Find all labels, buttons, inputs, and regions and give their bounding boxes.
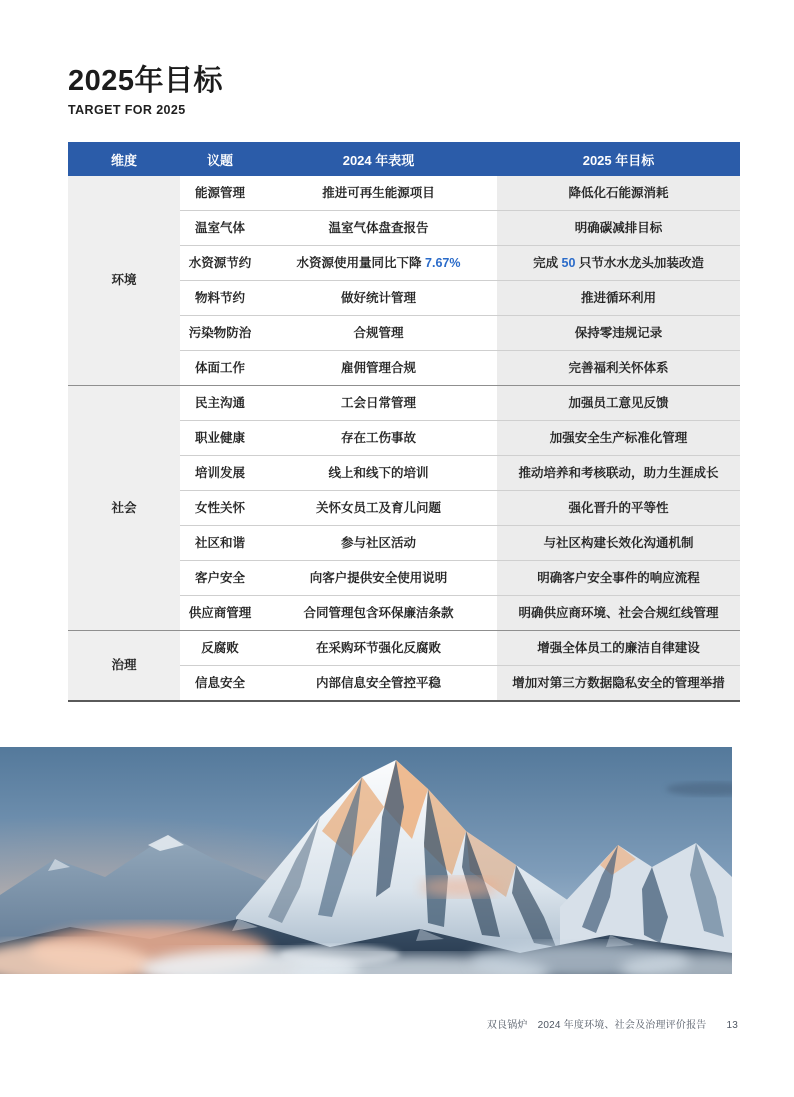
- performance-cell: 向客户提供安全使用说明: [260, 561, 497, 596]
- performance-cell: 存在工伤事故: [260, 421, 497, 456]
- target-cell: 强化晋升的平等性: [497, 491, 740, 526]
- page-subtitle: TARGET FOR 2025: [68, 103, 186, 117]
- page-title: 2025年目标: [68, 65, 224, 97]
- performance-cell: 内部信息安全管控平稳: [315, 675, 441, 690]
- page-footer: [487, 1016, 738, 1031]
- performance-cell: 关怀女员工及育儿问题: [260, 491, 497, 526]
- target-cell: 完善福利关怀体系: [497, 351, 740, 386]
- target-cell: 降低化石能源消耗: [497, 176, 740, 211]
- column-header: 维度: [68, 142, 180, 176]
- performance-cell: 温室气体盘查报告: [260, 211, 497, 246]
- target-cell: 增强全体员工的廉洁自律建设: [497, 631, 740, 666]
- topic-cell: 社区和谐: [180, 526, 260, 561]
- title-block: [68, 58, 223, 117]
- performance-cell: 在采购环节强化反腐败: [260, 631, 497, 666]
- target-cell: 保持零违规记录: [497, 316, 740, 351]
- footer-company: 双良锅炉: [486, 1020, 528, 1031]
- topic-cell: 污染物防治: [180, 316, 260, 351]
- performance-cell: 合规管理: [260, 316, 497, 351]
- topic-cell: 体面工作: [180, 351, 260, 386]
- target-cell: 推进循环利用: [497, 281, 740, 316]
- performance-cell: 线上和线下的培训: [260, 456, 497, 491]
- target-cell: 推动培养和考核联动，助力生涯成长: [497, 456, 740, 491]
- table-row: [68, 386, 740, 421]
- footer-report-title: 2024 年度环境、社会及治理评价报告: [537, 1020, 707, 1031]
- topic-cell: 民主沟通: [180, 386, 260, 421]
- target-cell: 明确客户安全事件的响应流程: [497, 561, 740, 596]
- target-cell: 加强员工意见反馈: [497, 386, 740, 421]
- topic-cell: 女性关怀: [180, 491, 260, 526]
- column-header: 议题: [180, 142, 260, 176]
- table-body: [68, 176, 740, 700]
- performance-cell: 工会日常管理: [260, 386, 497, 421]
- performance-cell: 雇佣管理合规: [260, 351, 497, 386]
- topic-cell: 客户安全: [180, 561, 260, 596]
- targets-table-wrap: [68, 142, 740, 702]
- column-header: 2025 年目标: [497, 142, 740, 176]
- highlight-value: 7.67%: [425, 255, 461, 270]
- performance-cell: 参与社区活动: [260, 526, 497, 561]
- target-cell: 与社区构建长效化沟通机制: [497, 526, 740, 561]
- dimension-cell: 治理: [68, 631, 180, 701]
- mountain-photo: [0, 747, 732, 974]
- target-cell: 明确碳减排目标: [497, 211, 740, 246]
- target-cell: 完成 50 只节水水龙头加装改造: [497, 246, 740, 281]
- topic-cell: 信息安全: [194, 675, 245, 690]
- footer-page-number: 13: [726, 1020, 738, 1031]
- targets-table: [68, 142, 740, 700]
- dimension-cell: 社会: [68, 386, 180, 631]
- performance-cell: 推进可再生能源项目: [260, 176, 497, 211]
- performance-cell: 水资源使用量同比下降 7.67%: [260, 246, 497, 281]
- topic-cell: 供应商管理: [180, 596, 260, 631]
- topic-cell: 温室气体: [180, 211, 260, 246]
- topic-cell: 水资源节约: [180, 246, 260, 281]
- topic-cell: 职业健康: [180, 421, 260, 456]
- target-cell: 明确供应商环境、社会合规红线管理: [497, 596, 740, 631]
- dimension-cell: 环境: [68, 176, 180, 386]
- highlight-value: 50: [561, 255, 576, 270]
- table-row: [68, 176, 740, 211]
- column-header: 2024 年表现: [260, 142, 497, 176]
- mountain-photo-art: [0, 747, 732, 974]
- performance-cell: 合同管理包含环保廉洁条款: [260, 596, 497, 631]
- target-cell: 增加对第三方数据隐私安全的管理举措: [497, 666, 740, 701]
- topic-cell: 物料节约: [180, 281, 260, 316]
- topic-cell: 培训发展: [180, 456, 260, 491]
- target-cell: 加强安全生产标准化管理: [497, 421, 740, 456]
- topic-cell: 能源管理: [180, 176, 260, 211]
- topic-cell: 反腐败: [180, 631, 260, 666]
- performance-cell: 做好统计管理: [260, 281, 497, 316]
- table-header: [68, 142, 740, 176]
- table-row: [68, 631, 740, 666]
